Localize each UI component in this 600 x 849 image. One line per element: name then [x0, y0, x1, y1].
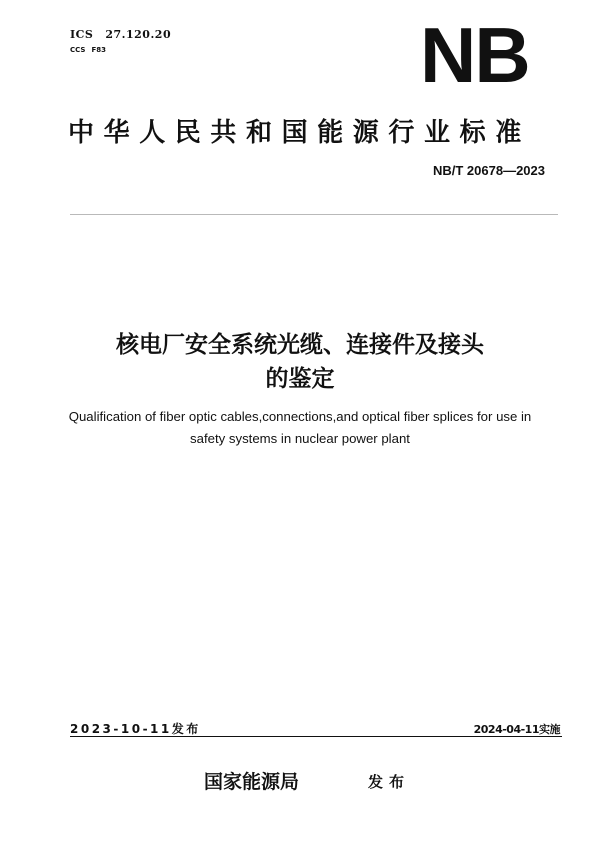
issuing-authority: 国家能源局: [204, 771, 300, 793]
issue-date: 2023-10-11发布: [70, 722, 201, 736]
ics-code: 27.120.20: [105, 28, 172, 41]
implementation-date: 2024-04-11实施: [473, 723, 560, 736]
document-title-en-line2: safety systems in nuclear power plant: [190, 431, 410, 446]
ics-label: ICS: [70, 28, 94, 41]
ics-line: [70, 28, 171, 41]
document-title-zh-line2: 的鉴定: [265, 366, 335, 392]
ccs-label: CCS: [70, 46, 86, 54]
footer-divider: [70, 736, 562, 737]
standard-type-title: 中华人民共和国能源行业标准: [68, 118, 531, 148]
header-divider: [70, 214, 558, 215]
document-title-en-line1: Qualification of fiber optic cables,connections,and optical fiber splices for use in: [68, 409, 532, 424]
issue-label: 发布: [368, 773, 411, 791]
ccs-code: F83: [91, 46, 106, 54]
nb-logo: NB: [420, 11, 529, 99]
standard-code: NB/T 20678—2023: [432, 163, 545, 178]
document-title-zh-line1: 核电厂安全系统光缆、连接件及接头: [116, 332, 484, 358]
ccs-line: [70, 46, 106, 54]
